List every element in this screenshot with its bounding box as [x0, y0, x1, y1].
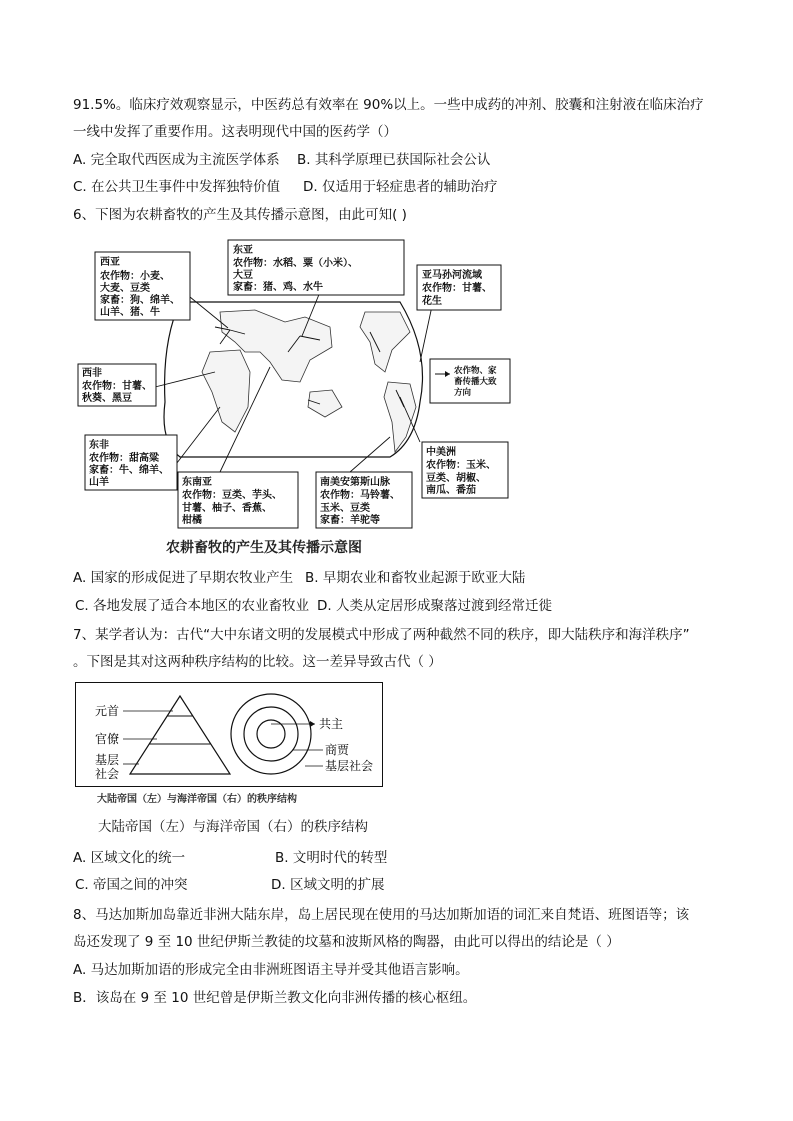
svg-text:南瓜、番茄: 南瓜、番茄 — [426, 485, 476, 496]
q7-option-a: A. 区域文化的统一 — [73, 850, 186, 866]
svg-text:农作物：水稻、粟（小米）、: 农作物：水稻、粟（小米）、 — [233, 258, 358, 269]
svg-text:家畜：狗、绵羊、: 家畜：狗、绵羊、 — [100, 295, 180, 306]
svg-text:农作物：甘薯、: 农作物：甘薯、 — [422, 283, 492, 294]
svg-text:农作物：甜高粱: 农作物：甜高粱 — [89, 453, 159, 464]
q8-option-b: B．该岛在 9 至 10 世纪曾是伊斯兰教文化向非洲传播的核心枢纽。 — [73, 990, 477, 1006]
q8-option-a: A. 马达加斯加语的形成完全由非洲班图语主导并受其他语言影响。 — [73, 962, 469, 978]
svg-text:东非: 东非 — [89, 440, 109, 451]
box-west-asia — [95, 252, 190, 320]
q6-option-b: B. 早期农业和畜牧业起源于欧亚大陆 — [305, 570, 526, 586]
svg-text:农作物：甘薯、: 农作物：甘薯、 — [82, 381, 152, 392]
svg-text:东南亚: 东南亚 — [182, 477, 212, 488]
label-overlord: 共主 — [319, 717, 344, 731]
label-grassroots-society: 基层社会 — [325, 759, 374, 773]
world-map — [164, 302, 423, 457]
svg-text:南美安第斯山脉: 南美安第斯山脉 — [320, 477, 390, 488]
label-grassroots: 基层 — [95, 753, 120, 767]
map-caption: 农耕畜牧的产生及其传播示意图 — [166, 540, 362, 556]
svg-text:家畜：猪、鸡、水牛: 家畜：猪、鸡、水牛 — [233, 282, 323, 293]
label-bureaucracy: 官僚 — [95, 732, 120, 746]
svg-text:亚马孙河流域: 亚马孙河流域 — [422, 270, 482, 281]
box-amazon — [417, 265, 501, 310]
svg-text:玉米、豆类: 玉米、豆类 — [320, 503, 370, 514]
svg-text:柑橘: 柑橘 — [182, 515, 202, 526]
svg-text:西非: 西非 — [82, 368, 102, 379]
box-andes — [316, 472, 412, 528]
q7-stem-line-1: 7、某学者认为：古代“大中东诸文明的发展模式中形成了两种截然不同的秩序，即大陆秩序和海洋秩序” — [73, 627, 690, 643]
label-merchants: 商贾 — [325, 743, 350, 757]
svg-text:畜传播大致: 畜传播大致 — [454, 377, 497, 387]
svg-text:方向: 方向 — [454, 388, 472, 398]
box-west-africa — [78, 364, 156, 406]
q5-option-a: A. 完全取代西医成为主流医学体系 — [73, 152, 280, 168]
svg-text:家畜：牛、绵羊、: 家畜：牛、绵羊、 — [89, 465, 169, 476]
q8-stem-line-1: 8、马达加斯加岛靠近非洲大陆东岸，岛上居民现在使用的马达加斯加语的词汇来自梵语、班图语等；该 — [73, 907, 690, 923]
svg-text:大豆: 大豆 — [233, 270, 253, 281]
q5-stem-line-1: 91.5%。临床疗效观察显示，中医药总有效率在 90%以上。一些中成药的冲剂、胶囊和注射液在临床治疗 — [73, 97, 704, 113]
q7-option-b: B. 文明时代的转型 — [275, 850, 388, 866]
svg-text:东亚: 东亚 — [233, 245, 253, 256]
svg-text:秋葵、黑豆: 秋葵、黑豆 — [82, 393, 132, 404]
svg-text:花生: 花生 — [422, 296, 442, 307]
q5-option-c: C. 在公共卫生事件中发挥独特价值 — [73, 179, 281, 195]
order-structure-diagram — [75, 682, 385, 810]
q6-option-c: C. 各地发展了适合本地区的农业畜牧业 — [75, 598, 310, 614]
q7-stem-line-2: 。下图是其对这两种秩序结构的比较。这一差异导致古代（ ） — [73, 654, 442, 670]
svg-text:农作物、家: 农作物、家 — [454, 366, 497, 376]
svg-text:大麦、豆类: 大麦、豆类 — [100, 283, 150, 294]
box-east-africa — [85, 435, 177, 490]
map-legend — [430, 359, 510, 403]
q6-option-d: D. 人类从定居形成聚落过渡到经常迁徙 — [317, 598, 552, 614]
west-asia-title: 西亚 — [100, 257, 120, 268]
q7-option-c: C. 帝国之间的冲突 — [75, 877, 188, 893]
svg-text:豆类、胡椒、: 豆类、胡椒、 — [426, 473, 486, 484]
label-society: 社会 — [95, 767, 120, 781]
q6-stem: 6、下图为农耕畜牧的产生及其传播示意图，由此可知( ) — [73, 207, 407, 223]
diagram-caption-small: 大陆帝国（左）与海洋帝国（右）的秩序结构 — [97, 794, 297, 805]
box-east-asia — [228, 240, 404, 295]
q5-option-d: D. 仅适用于轻症患者的辅助治疗 — [303, 179, 498, 195]
svg-text:山羊、猪、牛: 山羊、猪、牛 — [100, 307, 160, 318]
q5-stem-line-2: 一线中发挥了重要作用。这表明现代中国的医药学（） — [73, 124, 397, 140]
q8-stem-line-2: 岛还发现了 9 至 10 世纪伊斯兰教徒的坟墓和波斯风格的陶器，由此可以得出的结论是（ ） — [73, 934, 620, 950]
svg-text:中美洲: 中美洲 — [426, 447, 456, 458]
svg-text:农作物：豆类、芋头、: 农作物：豆类、芋头、 — [182, 490, 282, 501]
svg-text:农作物：马铃薯、: 农作物：马铃薯、 — [320, 490, 400, 501]
agriculture-spread-map — [70, 232, 520, 562]
svg-text:农作物：小麦、: 农作物：小麦、 — [100, 271, 170, 282]
svg-text:家畜：羊驼等: 家畜：羊驼等 — [320, 515, 380, 526]
q7-caption: 大陆帝国（左）与海洋帝国（右）的秩序结构 — [98, 819, 368, 835]
q7-option-d: D. 区域文明的扩展 — [271, 877, 385, 893]
box-southeast-asia — [178, 472, 298, 528]
q5-option-b: B. 其科学原理已获国际社会公认 — [297, 152, 491, 168]
label-head-of-state: 元首 — [95, 704, 120, 718]
box-central-america — [422, 442, 508, 498]
svg-text:农作物：玉米、: 农作物：玉米、 — [426, 460, 496, 471]
q6-option-a: A. 国家的形成促进了早期农牧业产生 — [73, 570, 294, 586]
svg-text:甘薯、柚子、香蕉、: 甘薯、柚子、香蕉、 — [182, 503, 272, 514]
svg-text:山羊: 山羊 — [89, 477, 109, 488]
